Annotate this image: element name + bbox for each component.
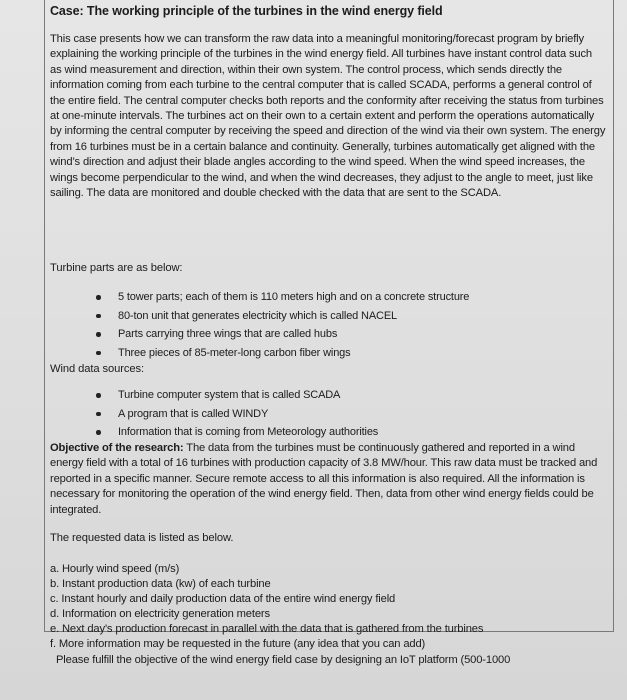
requested-data-list	[50, 562, 483, 653]
case-title: Case: The working principle of the turbines in the wind energy field	[50, 4, 443, 18]
footer-instruction: Please fulfill the objective of the wind energy field case by designing an IoT platform (500-1000	[56, 654, 511, 666]
list-item: Three pieces of 85-meter-long carbon fiber wings	[96, 344, 469, 363]
requested-data-label: The requested data is listed as below.	[50, 532, 234, 544]
objective-heading: Objective of the research:	[50, 442, 184, 454]
turbine-parts-list	[96, 288, 469, 362]
list-item: 80-ton unit that generates electricity which is called NACEL	[96, 307, 469, 326]
list-item: Information that is coming from Meteorology authorities	[96, 423, 378, 442]
objective-text: The data from the turbines must be continuously gathered and reported in a wind energy field with a total of 16 turbines with production capacity of 3.8 MW/hour. This raw data must be tracked and reported in a specific manner. Secure remote access to all this information is also required. All the information is necessary for monitoring the operation of the wind energy field. Then, data from other wind energy fields could be integrated.	[50, 442, 598, 516]
list-item: c. Instant hourly and daily production data of the entire wind energy field	[50, 593, 396, 606]
list-item: b. Instant production data (kw) of each turbine	[50, 578, 271, 591]
list-item: 5 tower parts; each of them is 110 meters high and on a concrete structure	[96, 288, 469, 307]
list-item: A program that is called WINDY	[96, 405, 378, 424]
objective-paragraph	[50, 441, 606, 518]
list-item: Turbine computer system that is called SCADA	[96, 386, 378, 405]
wind-sources-label: Wind data sources:	[50, 363, 144, 375]
list-item: Parts carrying three wings that are called hubs	[96, 325, 469, 344]
list-item: a. Hourly wind speed (m/s)	[50, 563, 180, 575]
turbine-parts-label: Turbine parts are as below:	[50, 262, 183, 274]
list-item: f. More information may be requested in the future (any idea that you can add)	[50, 638, 426, 651]
list-item: e. Next day's production forecast in parallel with the data that is gathered from the turbines	[50, 623, 484, 636]
intro-paragraph: This case presents how we can transform the raw data into a meaningful monitoring/forecast program by briefly explaining the working principle of the turbines in the wind energy field. All turbines have instant control data such as wind measurement and direction, within their own system. The control process, which sends directly the information coming from each turbine to the central computer that is called SCADA, performs a general control of the entire field. The central computer checks both reports and the conformity after receiving the status from turbines at one-minute intervals. The turbines act on their own to a certain extent and perform the operations automatically by informing the central computer by receiving the speed and direction of the wind via their own system. The energy from 16 turbines must be in a certain balance and continuity. Generally, turbines automatically get aligned with the wind’s direction and adjust their blade angles according to the wind speed. When the wind speed increases, the wings become perpendicular to the wind, and when the wind decreases, they adjust to the angle to meet, just like sailing. The data are monitored and double checked with the data that are sent to the SCADA.	[50, 33, 606, 200]
list-item: d. Information on electricity generation meters	[50, 608, 270, 621]
wind-sources-list	[96, 386, 378, 442]
